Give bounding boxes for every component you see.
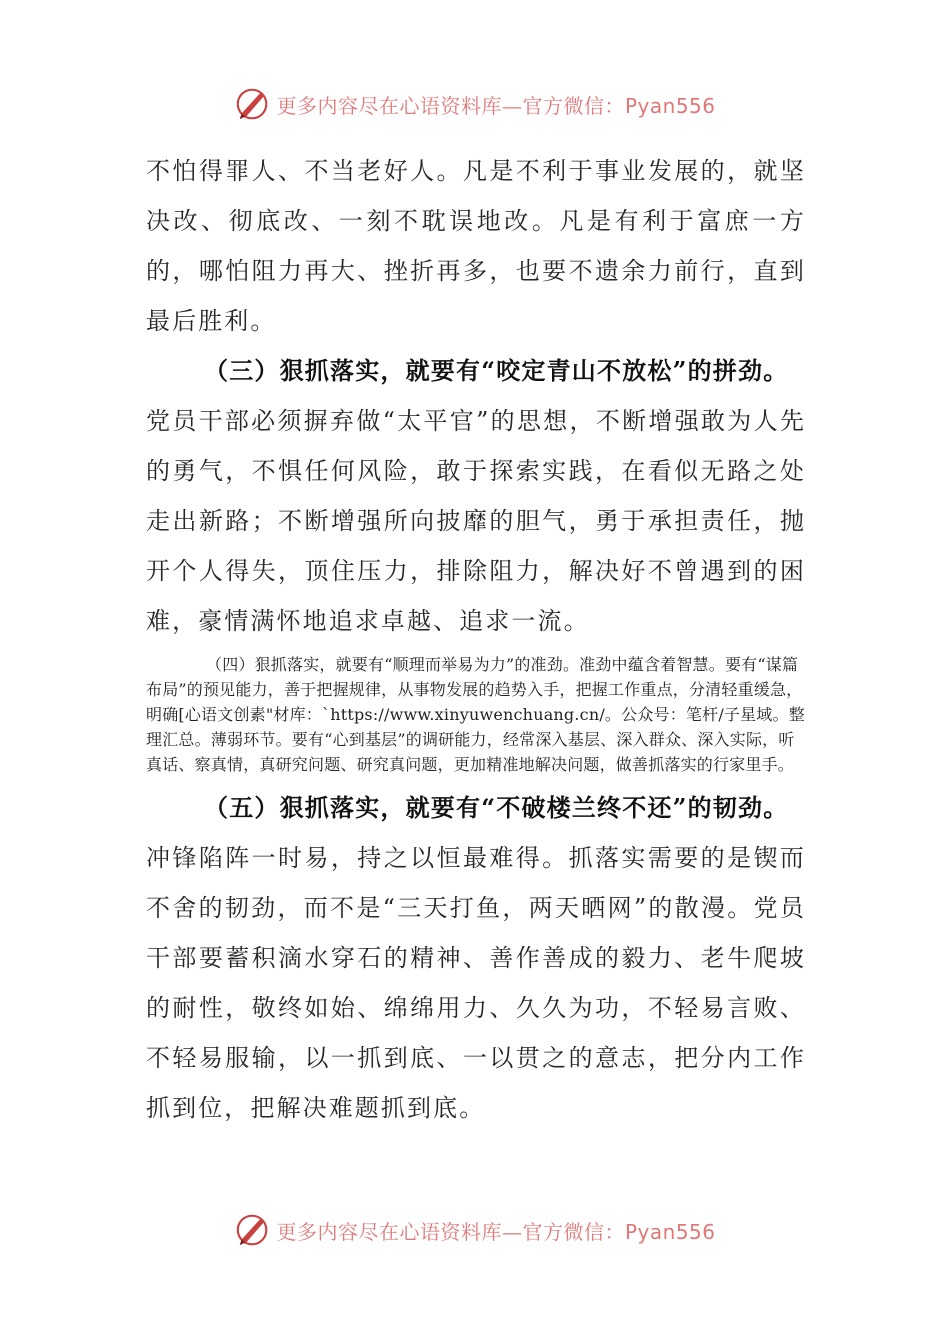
section-heading-3: （三）狠抓落实，就要有“咬定青山不放松”的拼劲。 [204,356,789,385]
section-heading-5: （五）狠抓落实，就要有“不破楼兰终不还”的韧劲。 [204,793,789,822]
header-banner [0,84,950,124]
document-body [146,146,806,1133]
banner-label: 更多内容尽在心语资料库—官方微信： [276,1219,625,1244]
paragraph-3: 党员干部必须摒弃做“太平官”的思想，不断增强敢为人先的勇气，不惧任何风险，敢于探索实践，在看似无路之处走出新路；不断增强所向披靡的胆气，勇于承担责任，抛开个人得失，顶住压力，排除阻力，解决好不曾遇到的困难，豪情满怀地追求卓越、追求一流。 [146,407,806,635]
pen-logo-icon [234,1211,272,1249]
paragraph-4: （四）狠抓落实，就要有“顺理而举易为力”的准劲。准劲中蕴含着智慧。要有“谋篇布局”的预见能力，善于把握规律，从事物发展的趋势入手，把握工作重点，分清轻重缓急，明确[心语文创素"材库：`https://www.xinyuwenchuang.cn/。公众号：笔杆/子星域。整理汇总。薄弱环节。要有“心到基层”的调研能力，经常深入基层、深入群众、深入实际，听真话、察真情，真研究问题、研究真问题，更加精准地解决问题，做善抓落实的行家里手。 [146,655,805,774]
pen-logo-icon [234,85,272,123]
banner-label: 更多内容尽在心语资料库—官方微信： [276,93,625,118]
banner-wechat-id: Pyan556 [624,93,716,118]
banner-text [276,90,715,119]
banner-text [276,1216,715,1245]
paragraph-1: 不怕得罪人、不当老好人。凡是不利于事业发展的，就坚决改、彻底改、一刻不耽误地改。凡是有利于富庶一方的，哪怕阻力再大、挫折再多，也要不遗余力前行，直到最后胜利。 [146,157,806,335]
paragraph-5: 冲锋陷阵一时易，持之以恒最难得。抓落实需要的是锲而不舍的韧劲，而不是“三天打鱼，两天晒网”的散漫。党员干部要蓄积滴水穿石的精神、善作善成的毅力、老牛爬坡的耐性，敬终如始、绵绵用力、久久为功，不轻易言败、不轻易服输，以一抓到底、一以贯之的意志，把分内工作抓到位，把解决难题抓到底。 [146,844,806,1122]
footer-banner [0,1210,950,1250]
banner-wechat-id: Pyan556 [624,1219,716,1244]
